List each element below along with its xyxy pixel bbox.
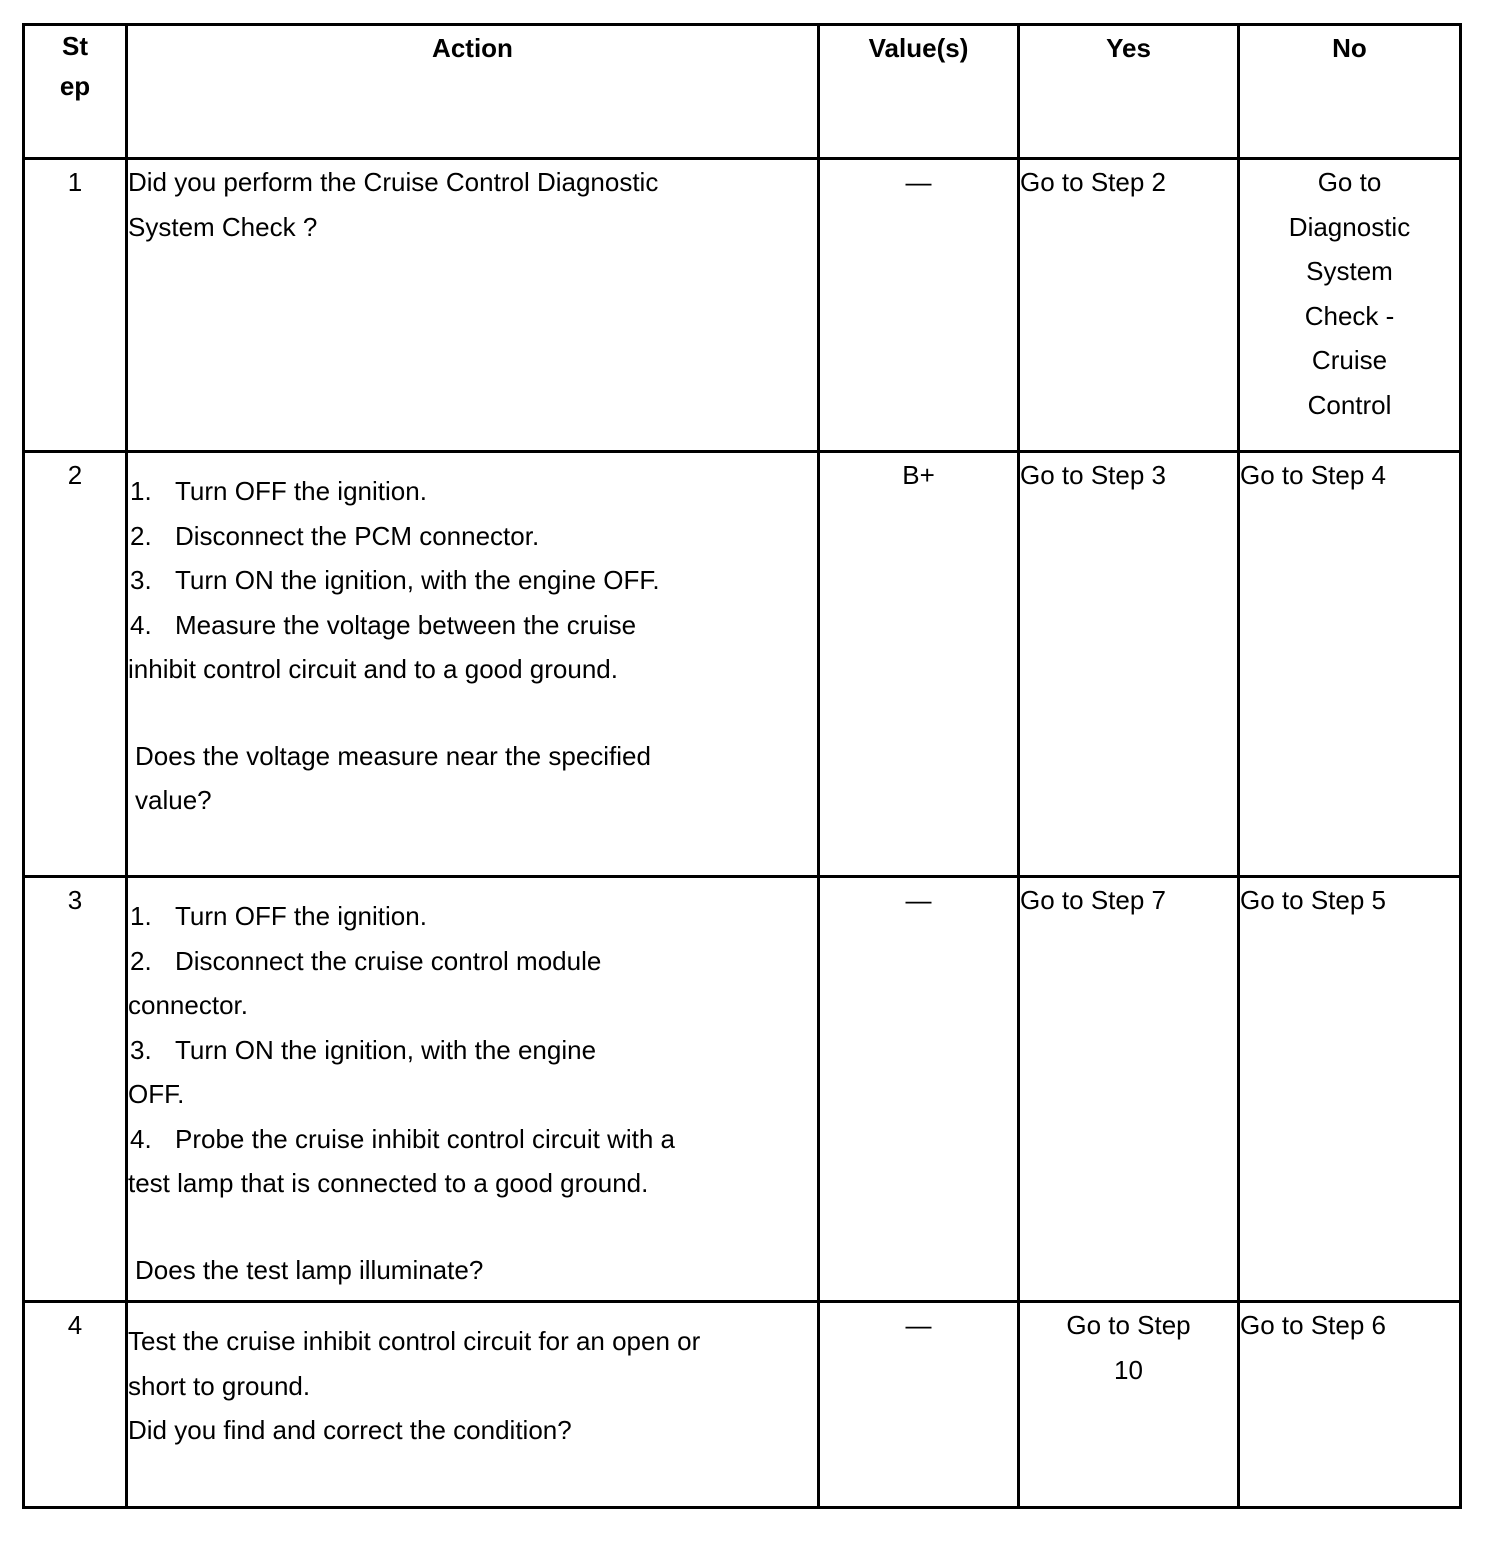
action-item: 3. Turn ON the ignition, with the engine OFF. [130,565,660,595]
action-item: 2. Disconnect the PCM connector. [130,520,540,551]
table-row [24,1302,1461,1508]
header-action: Action [127,25,819,159]
action-line: Did you find and correct the condition? [128,1415,572,1445]
step-number: 1 [24,159,127,452]
diagnostic-table [22,23,1462,1509]
action-question: Does the test lamp illuminate? [135,1254,484,1285]
action-item: 4. Measure the voltage between the cruise inhibit control circuit and to a good ground. [128,609,637,684]
value-cell: B+ [819,452,1019,877]
value-cell: — [819,877,1019,1302]
action-line: Did you perform the Cruise Control Diagnostic System Check ? [128,167,659,242]
table-row [24,452,1461,877]
no-cell [1239,159,1461,452]
table-row [24,877,1461,1302]
yes-line: 10 [1114,1354,1143,1385]
no-cell: Go to Step 4 [1239,452,1461,877]
header-step: St ep [24,25,127,159]
yes-cell: Go to Step 3 [1019,452,1239,877]
table-row [24,159,1461,452]
yes-cell [1019,1302,1239,1508]
action-text [127,1302,819,1508]
yes-line: Go to Step [1066,1310,1191,1340]
no-line: Cruise [1311,345,1388,375]
no-cell: Go to Step 6 [1239,1302,1461,1508]
action-item: 1. Turn OFF the ignition. [130,476,427,506]
yes-cell: Go to Step 2 [1019,159,1239,452]
action-text [127,452,819,877]
value-cell: — [819,1302,1019,1508]
no-line: Go to [1317,167,1382,197]
step-number: 2 [24,452,127,877]
action-item: 4. Probe the cruise inhibit control circuit with a test lamp that is connected to a good ground. [128,1123,676,1198]
header-yes: Yes [1019,25,1239,159]
header-row [24,25,1461,159]
action-item: 2. Disconnect the cruise control module connector. [128,945,602,1020]
header-no: No [1239,25,1461,159]
no-line: Check - [1304,300,1395,331]
action-line: Test the cruise inhibit control circuit for an open or short to ground. [128,1326,701,1401]
step-number: 4 [24,1302,127,1508]
action-item: 1. Turn OFF the ignition. [130,901,427,931]
action-question: Does the voltage measure near the specified value? [135,740,651,815]
no-line: Diagnostic [1288,211,1411,242]
no-line: System [1306,256,1393,286]
action-text [127,877,819,1302]
no-line: Control [1307,389,1392,420]
step-number: 3 [24,877,127,1302]
header-values: Value(s) [819,25,1019,159]
action-item: 3. Turn ON the ignition, with the engine OFF. [128,1034,597,1109]
yes-cell: Go to Step 7 [1019,877,1239,1302]
no-cell: Go to Step 5 [1239,877,1461,1302]
action-text [127,159,819,452]
value-cell: — [819,159,1019,452]
